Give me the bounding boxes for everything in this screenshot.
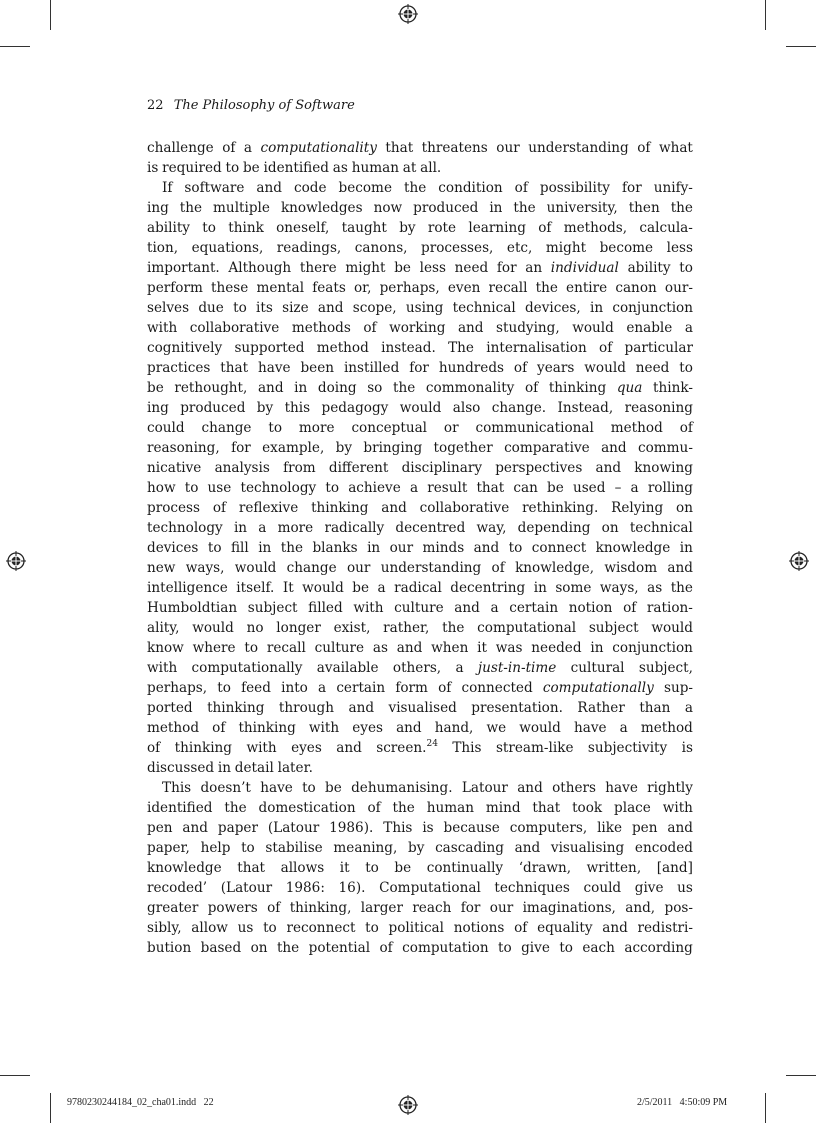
crop-mark-right-top: [786, 46, 816, 47]
text-line: new ways, would change our understanding of knowledge, wisdom and: [147, 560, 693, 576]
text-line: process of reflexive thinking and collaborative rethinking. Relying on: [147, 500, 693, 516]
crop-mark-bottom-right: [765, 1093, 766, 1123]
text-line: ing produced by this pedagogy would also change. Instead, reasoning: [147, 400, 693, 416]
text-line: challenge of a computationality that threatens our understanding of what: [147, 140, 693, 156]
text-line: with collaborative methods of working and studying, would enable a: [147, 320, 693, 336]
crop-mark-right-bottom: [786, 1075, 816, 1076]
text-line: discussed in detail later.: [147, 760, 313, 776]
text-line: with computationally available others, a just-in-time cultural subject,: [147, 660, 693, 676]
text-line: is required to be identified as human at all.: [147, 160, 442, 176]
text-line: perform these mental feats or, perhaps, even recall the entire canon our-: [147, 280, 693, 296]
text-line: recoded’ (Latour 1986: 16). Computational techniques could give us: [147, 880, 693, 896]
crop-mark-top-right: [765, 0, 766, 30]
text-line: important. Although there might be less need for an individual ability to: [147, 260, 693, 276]
text-line: This doesn’t have to be dehumanising. Latour and others have rightly: [162, 780, 693, 796]
text-line: pen and paper (Latour 1986). This is because computers, like pen and: [147, 820, 693, 836]
registration-mark-right-icon: [789, 551, 809, 571]
crop-mark-top-left: [50, 0, 51, 30]
text-line: greater powers of thinking, larger reach for our imaginations, and, pos-: [147, 900, 693, 916]
footer-file-name: 9780230244184_02_cha01.indd 22: [67, 1097, 214, 1108]
book-title: The Philosophy of Software: [173, 98, 355, 113]
text-line: paper, help to stabilise meaning, by cascading and visualising encoded: [147, 840, 693, 856]
text-line: knowledge that allows it to be continually ‘drawn, written, [and]: [147, 860, 693, 876]
crop-mark-left-bottom: [0, 1075, 30, 1076]
registration-mark-bottom-icon: [398, 1095, 418, 1115]
registration-mark-left-icon: [6, 551, 26, 571]
text-line: of thinking with eyes and screen.$^{24}$ This stream-like subjectivity is: [147, 739, 693, 756]
registration-mark-top-icon: [398, 4, 418, 24]
text-line: Humboldtian subject filled with culture and a certain notion of ration-: [147, 600, 693, 616]
text-line: identified the domestication of the human mind that took place with: [147, 800, 693, 816]
text-line: ability to think oneself, taught by rote learning of methods, calcula-: [147, 220, 693, 236]
text-line: technology in a more radically decentred way, depending on technical: [147, 520, 693, 536]
text-line: nicative analysis from different disciplinary perspectives and knowing: [147, 460, 693, 476]
text-line: ing the multiple knowledges now produced in the university, then the: [147, 200, 693, 216]
text-line: know where to recall culture as and when it was needed in conjunction: [147, 640, 693, 656]
text-line: devices to fill in the blanks in our minds and to connect knowledge in: [147, 540, 693, 556]
crop-mark-bottom-left: [50, 1093, 51, 1123]
text-line: practices that have been instilled for hundreds of years would need to: [147, 360, 693, 376]
text-line: cognitively supported method instead. The internalisation of particular: [147, 340, 693, 356]
text-line: perhaps, to feed into a certain form of connected computationally sup-: [147, 680, 693, 696]
footer-timestamp: 2/5/2011 4:50:09 PM: [637, 1097, 728, 1108]
page-number: 22: [147, 98, 164, 113]
running-head: [147, 98, 355, 113]
text-line: bution based on the potential of computation to give to each according: [147, 940, 693, 956]
crop-mark-left-top: [0, 46, 30, 47]
text-line: be rethought, and in doing so the commonality of thinking qua think-: [147, 380, 693, 396]
text-line: ported thinking through and visualised presentation. Rather than a: [147, 700, 693, 716]
text-line: If software and code become the condition of possibility for unify-: [162, 180, 693, 196]
text-line: tion, equations, readings, canons, processes, etc, might become less: [147, 240, 693, 256]
text-line: selves due to its size and scope, using technical devices, in conjunction: [147, 300, 693, 316]
text-line: ality, would no longer exist, rather, the computational subject would: [147, 620, 693, 636]
text-line: method of thinking with eyes and hand, we would have a method: [147, 720, 693, 736]
text-line: how to use technology to achieve a result that can be used – a rolling: [147, 480, 693, 496]
text-line: reasoning, for example, by bringing together comparative and commu-: [147, 440, 693, 456]
body-text: [147, 138, 693, 958]
text-line: could change to more conceptual or communicational method of: [147, 420, 693, 436]
text-line: intelligence itself. It would be a radical decentring in some ways, as the: [147, 580, 693, 596]
text-line: sibly, allow us to reconnect to political notions of equality and redistri-: [147, 920, 693, 936]
